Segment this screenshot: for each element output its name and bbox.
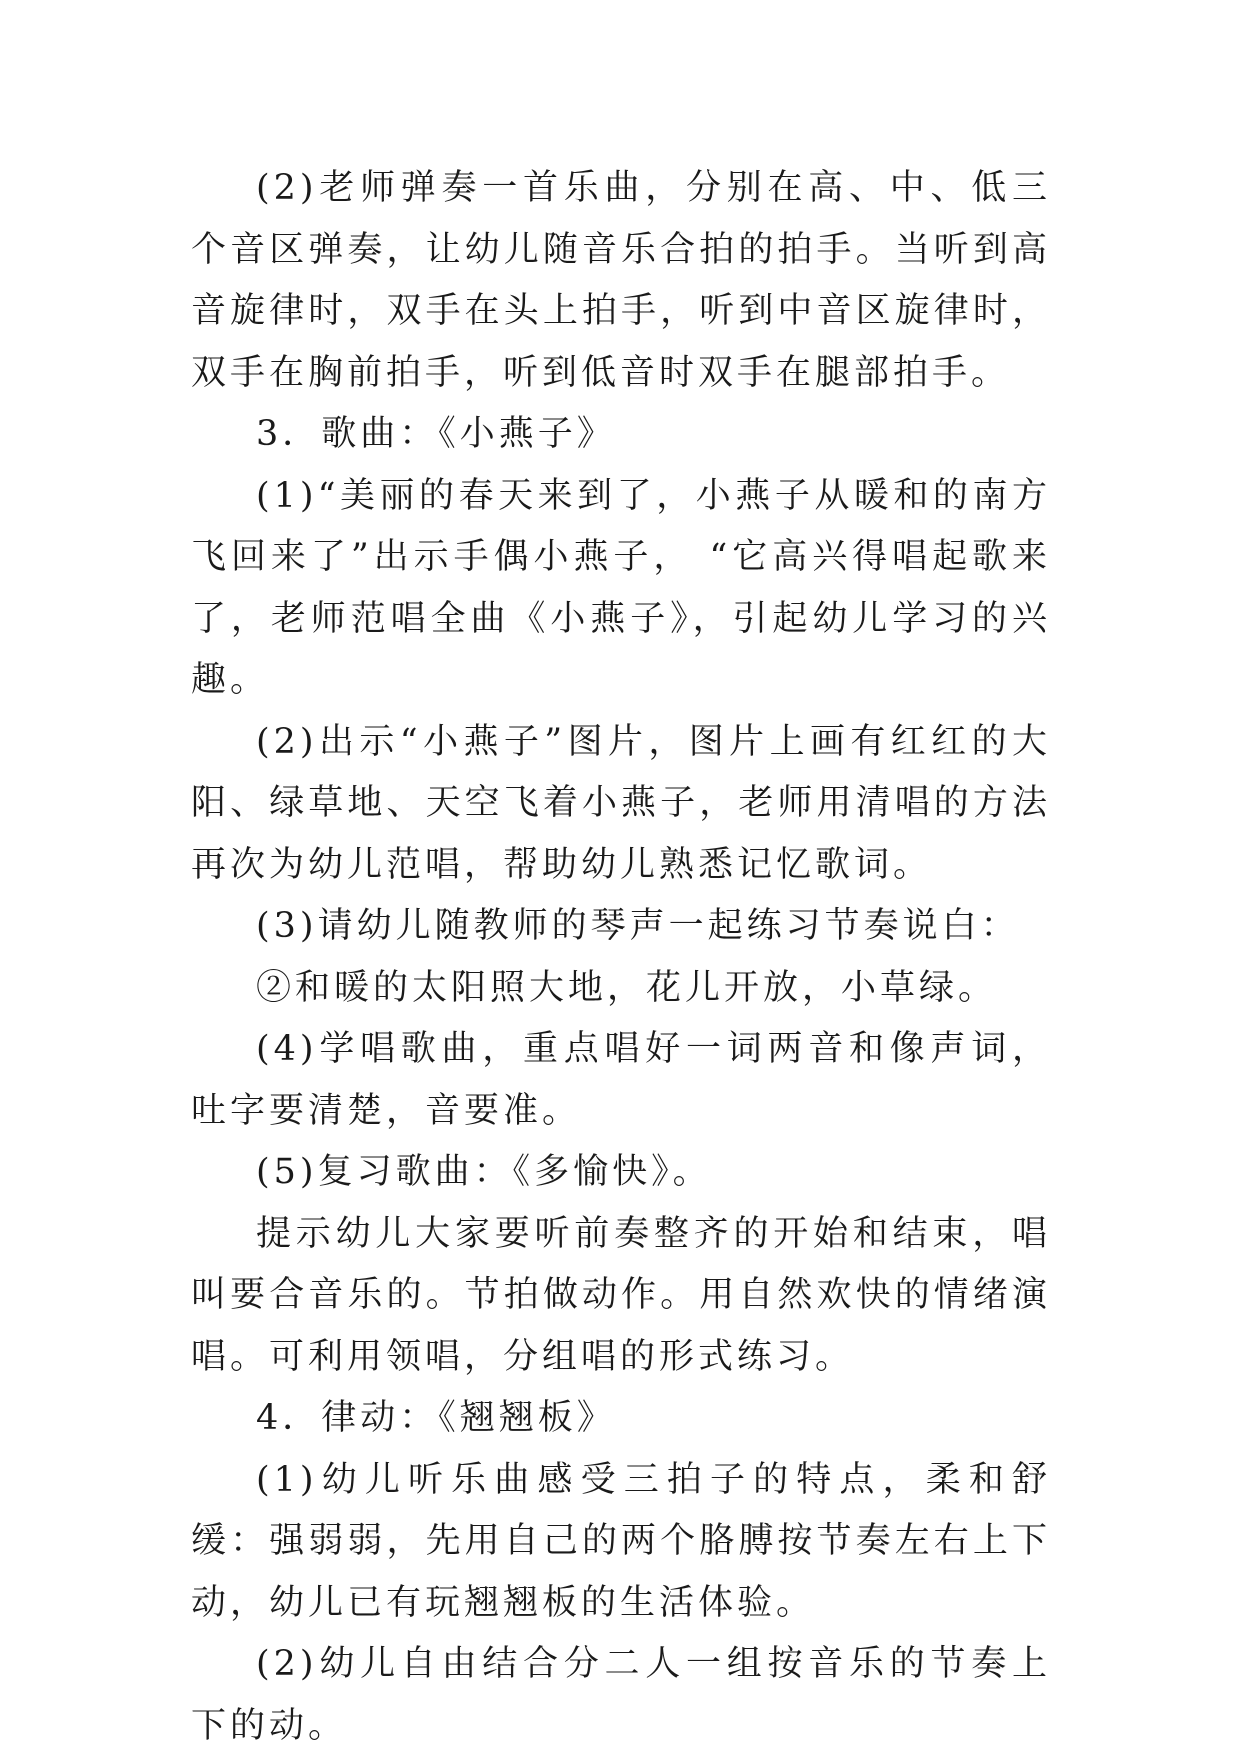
paragraph-rhythm-chant: ②和暖的太阳照大地，花儿开放，小草绿。	[256, 967, 998, 1008]
heading-rhythm-seesaw: 4．律动：《翘翘板》	[256, 1398, 616, 1438]
paragraph-swallow-step-1: (1)“美丽的春天来到了，小燕子从暖和的南方飞回来了”出示手偶小燕子， “它高兴得唱起歌来了，老师范唱全曲《小燕子》，引起幼儿学习的兴趣。	[191, 475, 1051, 700]
paragraph-singing-tips: 提示幼儿大家要听前奏整齐的开始和结束，唱叫要合音乐的。节拍做动作。用自然欢快的情绪演唱。可利用领唱，分组唱的形式练习。	[191, 1213, 1051, 1377]
paragraph-swallow-step-4: (4)学唱歌曲，重点唱好一词两音和像声词，吐字要清楚，音要准。	[191, 1029, 1051, 1131]
paragraph-swallow-step-2: (2)出示“小燕子”图片，图片上画有红红的大阳、绿草地、天空飞着小燕子，老师用清唱的方法再次为幼儿范唱，帮助幼儿熟悉记忆歌词。	[191, 721, 1051, 885]
paragraph-review-song: (5)复习歌曲：《多愉快》。	[256, 1152, 712, 1192]
paragraph-seesaw-step-2: (2)幼儿自由结合分二人一组按音乐的节奏上下的动。	[191, 1644, 1051, 1746]
heading-song-little-swallow: 3．歌曲：《小燕子》	[256, 414, 616, 454]
paragraph-clapping-registers: (2)老师弹奏一首乐曲，分别在高、中、低三个音区弹奏，让幼儿随音乐合拍的拍手。当听到高音旋律时，双手在头上拍手，听到中音区旋律时，双手在胸前拍手，听到低音时双手在腿部拍手。	[191, 168, 1051, 393]
paragraph-seesaw-step-1: (1)幼儿听乐曲感受三拍子的特点，柔和舒缓：强弱弱，先用自己的两个胳膊按节奏左右上下动，幼儿已有玩翘翘板的生活体验。	[191, 1459, 1051, 1623]
document-body	[191, 158, 1051, 1757]
paragraph-swallow-step-3: (3)请幼儿随教师的琴声一起练习节奏说白：	[256, 906, 1020, 946]
